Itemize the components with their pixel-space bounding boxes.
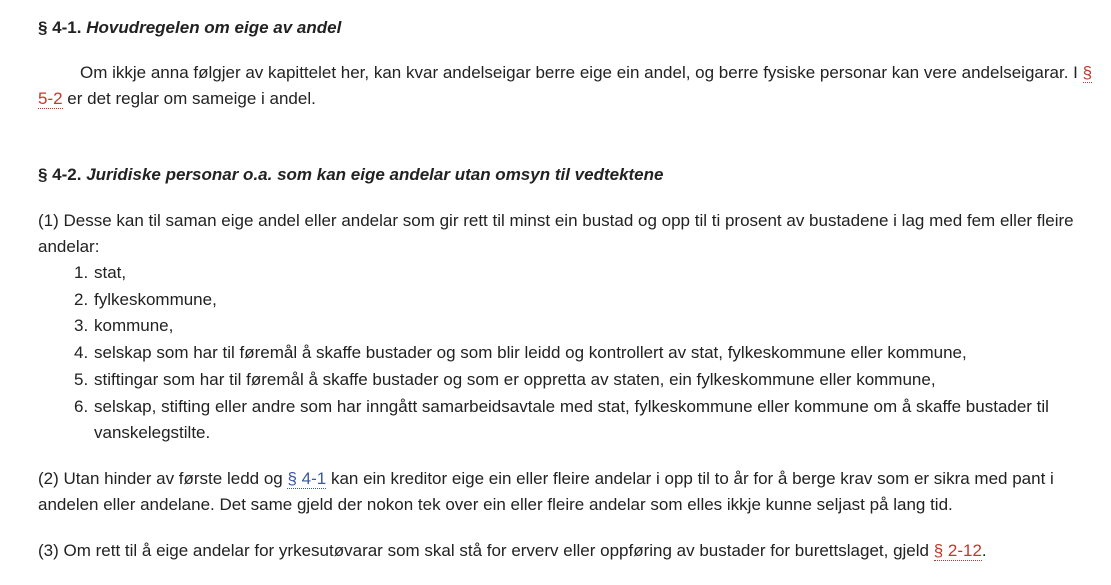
list-item-text: selskap som har til føremål å skaffe bustader og som blir leidd og kontrollert av stat, fylkeskommune eller kommune, xyxy=(94,343,967,363)
eligible-owners-list xyxy=(38,260,1108,447)
section-title: Hovudregelen om eige av andel xyxy=(86,18,342,37)
list-item-text: stiftingar som har til føremål å skaffe bustader og som er oppretta av staten, ein fylkeskommune eller kommune, xyxy=(94,369,936,389)
list-item-number: 1. xyxy=(74,263,89,282)
list-item xyxy=(38,340,1108,367)
list-item xyxy=(38,394,1108,447)
list-item-number: 2. xyxy=(74,289,89,309)
list-item-number: 6. xyxy=(74,396,89,416)
section-heading-4-1 xyxy=(38,16,341,40)
list-item-text: selskap, stifting eller andre som har inngått samarbeidsavtale med stat, fylkeskommune eller kommune om å skaffe bustader til vanskelegstilte. xyxy=(94,396,1049,443)
list-item xyxy=(38,313,1108,340)
list-item-text: stat, xyxy=(94,263,127,282)
paragraph-text: Om ikkje anna følgjer av kapittelet her, kan kvar andelseigar berre eige ein andel, og berre fysiske personar kan vere andelseigarar. I xyxy=(80,63,1083,82)
section-number: § 4-1. xyxy=(38,18,82,37)
list-item xyxy=(38,287,1108,314)
paragraph-text: er det reglar om sameige i andel. xyxy=(62,89,316,108)
list-item xyxy=(38,260,1108,287)
link-section-4-1[interactable]: § 4-1 xyxy=(287,469,327,488)
list-item-number: 5. xyxy=(74,369,89,389)
section-number: § 4-2. xyxy=(38,165,82,184)
list-item-text: fylkeskommune, xyxy=(94,289,217,309)
link-section-2-12[interactable]: § 2-12 xyxy=(933,541,982,560)
paragraph-text: (3) Om rett til å eige andelar for yrkesutøvarar som skal stå for erverv eller oppføring av bustader for burettslaget, gjeld xyxy=(38,541,934,560)
section-4-1-paragraph xyxy=(38,60,1108,112)
list-item-number: 4. xyxy=(74,343,89,363)
list-item-number: 3. xyxy=(74,316,89,336)
paragraph-text: kan ein kreditor eige ein eller fleire andelar i opp til to år for å berge krav som er sikra med pant i andelen eller andelane. Det same gjeld der nokon tek over ein eller fleire andelar som elles ikkje kunne seljast på lang tid. xyxy=(38,469,1054,514)
paragraph-text: . xyxy=(981,541,987,560)
list-item-text: kommune, xyxy=(94,316,174,336)
section-4-2-paragraph-1: (1) Desse kan til saman eige andel eller andelar som gir rett til minst ein bustad og opp til ti prosent av bustadene i lag med fem eller fleire andelar: xyxy=(38,211,1074,256)
link-section-5-2[interactable]: § 5-2 xyxy=(38,63,1093,108)
section-heading-4-2 xyxy=(38,163,663,187)
list-item xyxy=(38,367,1108,394)
section-4-2-paragraph-3 xyxy=(38,538,1108,564)
section-title: Juridiske personar o.a. som kan eige andelar utan omsyn til vedtektene xyxy=(86,165,664,184)
paragraph-text: (2) Utan hinder av første ledd og xyxy=(38,469,288,488)
section-4-2-paragraph-2 xyxy=(38,466,1108,518)
